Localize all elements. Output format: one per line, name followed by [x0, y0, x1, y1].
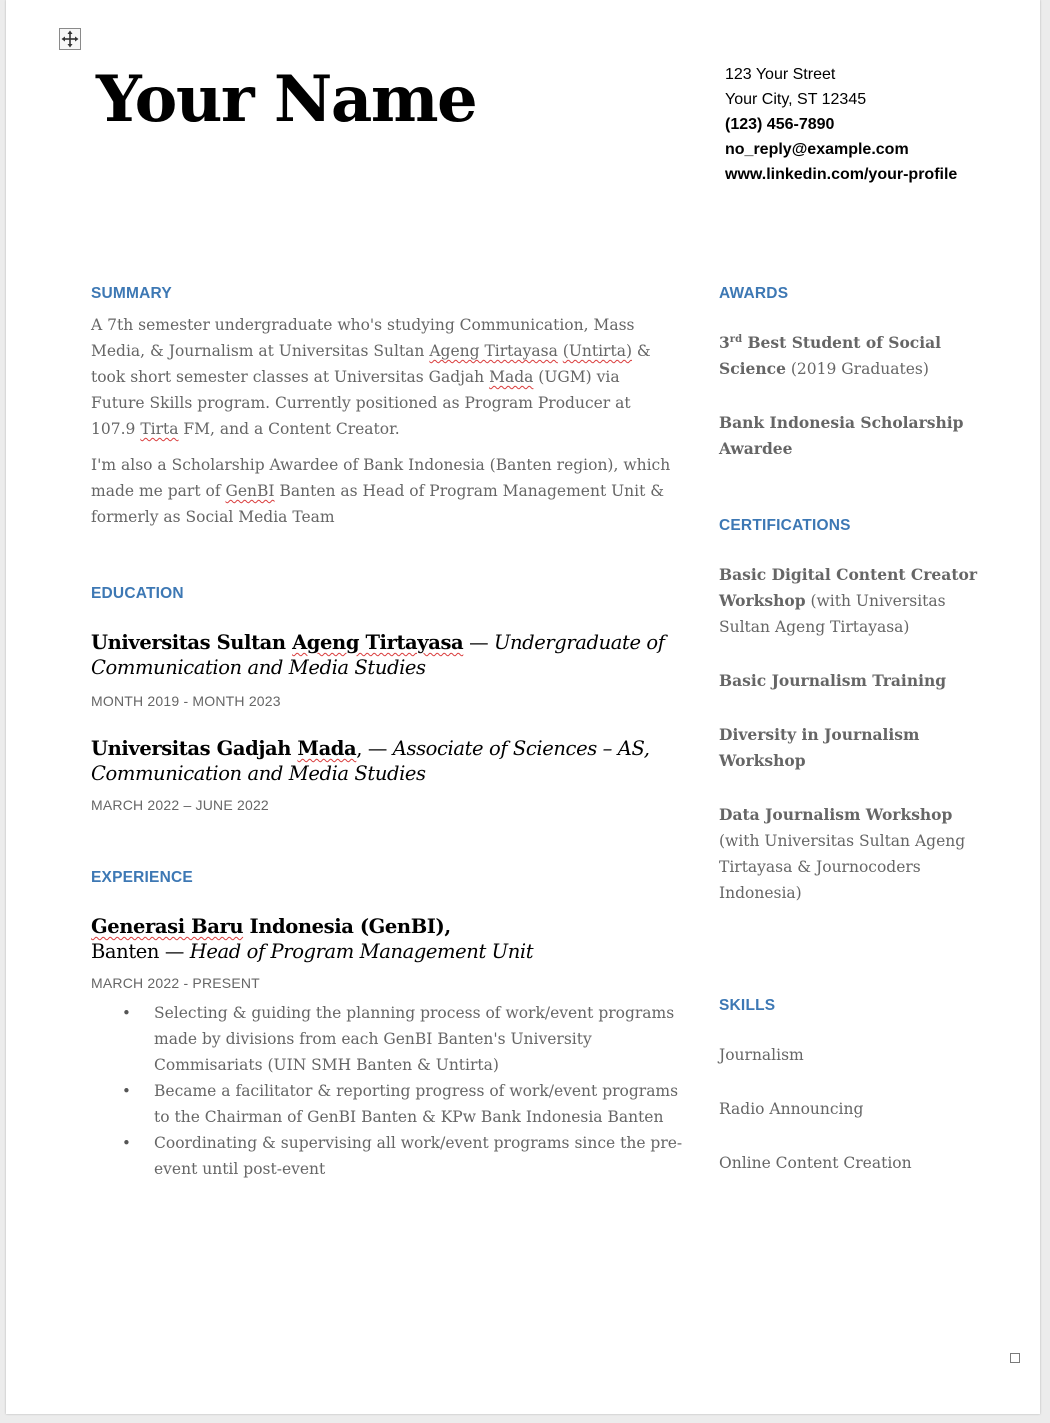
summary-heading: SUMMARY — [91, 285, 172, 302]
experience-dates: MARCH 2022 - PRESENT — [91, 975, 260, 991]
document-page[interactable] — [6, 0, 1040, 1414]
award-best-student: 3rd Best Student of Social Science (2019 Graduates) — [719, 333, 942, 378]
contact-email: no_reply@example.com — [725, 141, 909, 158]
contact-phone: (123) 456-7890 — [725, 116, 835, 133]
skill-item: Online Content Creation — [719, 1154, 912, 1172]
education-dates-ugm: MARCH 2022 – JUNE 2022 — [91, 797, 269, 813]
certifications-heading: CERTIFICATIONS — [719, 517, 851, 534]
cert-data-journalism: Data Journalism Workshop (with Universitas Sultan Ageng Tirtayasa & Journocoders Indonesia) — [719, 805, 966, 902]
award-scholarship: Bank Indonesia Scholarship Awardee — [719, 413, 964, 458]
experience-entry-genbi: Generasi Baru Indonesia (GenBI), Banten — Head of Program Management Unit — [91, 915, 534, 963]
summary-paragraph-2: I'm also a Scholarship Awardee of Bank Indonesia (Banten region), which made me part of GenBI Banten as Head of Program Management Unit & formerly as Social Media Team — [91, 456, 671, 526]
cert-journalism-training: Basic Journalism Training — [719, 671, 947, 690]
table-move-handle[interactable] — [59, 28, 81, 50]
cert-content-creator: Basic Digital Content Creator Workshop (with Universitas Sultan Ageng Tirtayasa) — [719, 565, 977, 636]
experience-bullet: • Became a facilitator & reporting progress of work/event programs to the Chairman of GenBI Banten & KPw Bank Indonesia Banten — [91, 1078, 691, 1130]
experience-bullet: • Coordinating & supervising all work/event programs since the pre-event until post-event — [91, 1130, 691, 1182]
experience-bullet: • Selecting & guiding the planning process of work/event programs made by divisions from each GenBI Banten's University Commisariats (UIN SMH Banten & Untirta) — [91, 1000, 691, 1078]
education-heading: EDUCATION — [91, 585, 184, 602]
skill-item: Radio Announcing — [719, 1100, 864, 1118]
education-dates-untirta: MONTH 2019 - MONTH 2023 — [91, 693, 281, 709]
contact-block — [725, 64, 957, 189]
experience-heading: EXPERIENCE — [91, 869, 193, 886]
education-entry-untirta: Universitas Sultan Ageng Tirtayasa — Undergraduate of Communication and Media Studies — [91, 631, 665, 679]
experience-bullets — [91, 1000, 691, 1182]
contact-city: Your City, ST 12345 — [725, 91, 867, 108]
education-entry-ugm: Universitas Gadjah Mada, — Associate of Sciences – AS, Communication and Media Studies — [91, 737, 650, 785]
move-arrows-icon — [60, 29, 80, 49]
contact-street: 123 Your Street — [725, 66, 836, 83]
awards-heading: AWARDS — [719, 285, 789, 302]
cert-diversity-journalism: Diversity in Journalism Workshop — [719, 725, 920, 770]
skills-heading: SKILLS — [719, 997, 776, 1014]
table-resize-handle[interactable] — [1010, 1353, 1020, 1363]
summary-paragraph-1: A 7th semester undergraduate who's studying Communication, Mass Media, & Journalism at Universitas Sultan Ageng Tirtayasa (Untirta) & took short semester classes at Universitas Gadjah Mada (UGM) via Future Skills program. Currently positioned as Program Producer at 107.9 Tirta FM, and a Content Creator. — [91, 316, 651, 438]
resume-name: Your Name — [96, 62, 477, 137]
skill-item: Journalism — [719, 1046, 804, 1064]
contact-linkedin: www.linkedin.com/your-profile — [725, 166, 958, 183]
